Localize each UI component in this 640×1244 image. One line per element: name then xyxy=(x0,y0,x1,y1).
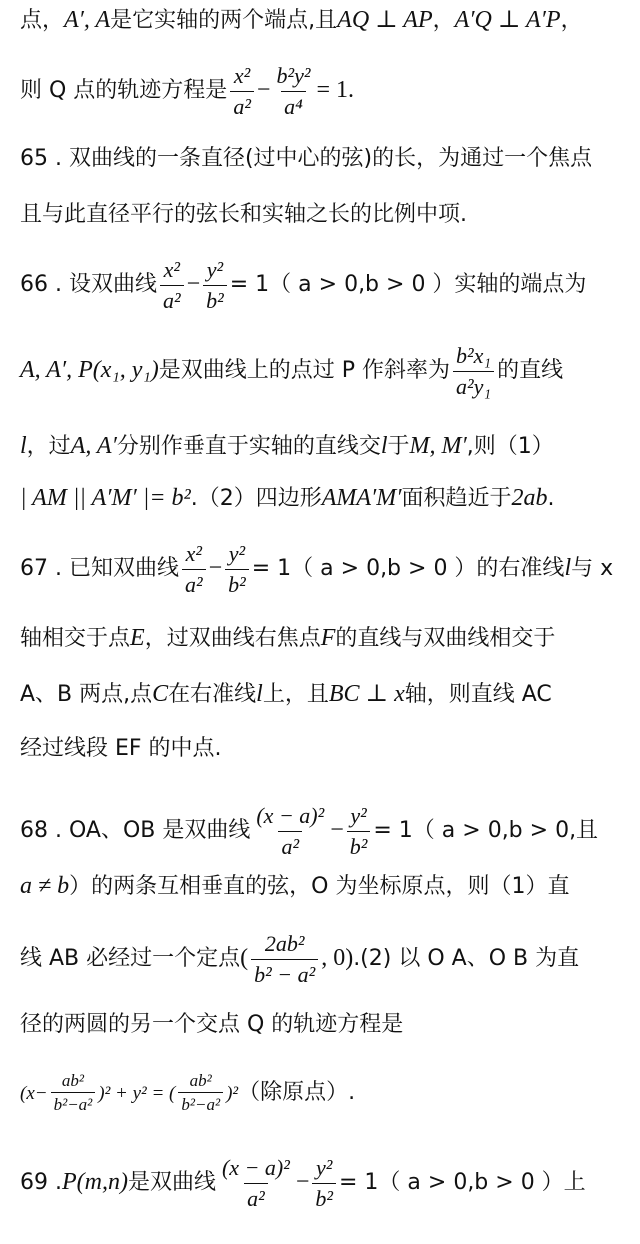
fraction xyxy=(225,540,249,598)
math-expression: l xyxy=(20,433,27,459)
text-segment: 69 . xyxy=(20,1170,62,1195)
text-line xyxy=(20,540,632,598)
text-segment: 经过线段 EF 的中点. xyxy=(20,736,222,761)
text-segment: 67 . 已知双曲线 xyxy=(20,556,179,581)
operator: − xyxy=(186,271,201,297)
math-expression: A, A′ xyxy=(70,433,117,459)
operator: − xyxy=(330,817,344,843)
numerator: ab² xyxy=(189,1071,212,1090)
text-line xyxy=(20,1012,632,1038)
math-expression: a ≠ b xyxy=(20,873,70,899)
text-line xyxy=(20,1154,632,1212)
fraction xyxy=(253,802,327,860)
operator: − xyxy=(295,1169,310,1195)
text-line xyxy=(20,6,632,35)
text-segment: ， xyxy=(432,8,455,33)
text-line xyxy=(20,736,632,762)
text-segment: 的直线与双曲线相交于 xyxy=(335,626,556,651)
text-segment: （除原点）. xyxy=(238,1079,356,1105)
fraction xyxy=(178,1070,223,1116)
text-segment: 线 AB 必经过一个定点 xyxy=(20,946,241,971)
text-line xyxy=(20,1070,632,1116)
numerator: b²y² xyxy=(276,63,311,88)
text-segment: . xyxy=(547,486,555,511)
text-segment: 68 . OA、OB 是双曲线 xyxy=(20,818,251,843)
fraction xyxy=(182,540,206,598)
text-segment: 点， xyxy=(20,8,65,33)
math-expression: AMA′M′ xyxy=(321,485,402,511)
denominator: a²y₁ xyxy=(453,371,494,401)
numerator: x² xyxy=(185,541,202,566)
fraction xyxy=(51,1070,96,1116)
text-segment: ，过双曲线右焦点 xyxy=(144,626,321,651)
denominator: a² xyxy=(244,1183,268,1213)
math-expression: )² + y² = ( xyxy=(98,1082,176,1104)
text-line xyxy=(20,146,632,172)
text-segment: 是它实轴的两个端点,且 xyxy=(110,8,338,33)
numerator: b²x₁ xyxy=(456,343,492,368)
denominator: a² xyxy=(160,285,184,315)
text-segment: 65 . 双曲线的一条直径(过中心的弦)的长，为通过一个焦点 xyxy=(20,146,593,171)
math-expression: l xyxy=(380,433,388,459)
text-segment: 分别作垂直于实轴的直线交 xyxy=(116,434,381,459)
math-expression: E xyxy=(130,625,145,651)
math-expression: A′Q ⊥ A′P xyxy=(454,7,561,33)
math-expression: (x− xyxy=(20,1082,48,1104)
fraction xyxy=(160,256,184,314)
text-segment: 在右准线 xyxy=(168,682,257,707)
denominator: b² xyxy=(347,831,371,861)
text-line xyxy=(20,202,632,228)
math-expression: , 0) xyxy=(321,945,354,971)
numerator: x² xyxy=(233,63,251,88)
math-expression: ( xyxy=(240,945,249,971)
math-expression: A, A′, P(x₁, y₁) xyxy=(20,357,159,383)
operator: − xyxy=(256,77,271,103)
fraction xyxy=(219,1154,293,1212)
text-segment: ）的两条互相垂直的弦，O 为坐标原点，则（1）直 xyxy=(69,874,570,899)
text-segment: 轴，则直线 AC xyxy=(404,682,552,707)
text-segment: 与 x xyxy=(571,556,614,581)
text-line xyxy=(20,802,632,860)
text-segment: 是双曲线 xyxy=(127,1170,216,1195)
text-line xyxy=(20,256,632,314)
numerator: (x − a)² xyxy=(221,1155,290,1180)
text-line xyxy=(20,342,632,400)
denominator: a² xyxy=(182,569,206,599)
fraction xyxy=(453,342,494,400)
fraction xyxy=(230,62,254,120)
text-segment: A、B 两点,点 xyxy=(20,682,153,707)
fraction xyxy=(203,256,227,314)
numerator: y² xyxy=(206,257,224,282)
denominator: b²−a² xyxy=(51,1092,96,1115)
denominator: a⁴ xyxy=(281,91,306,121)
text-segment: .（2）四边形 xyxy=(190,486,322,511)
numerator: y² xyxy=(350,803,367,828)
text-line xyxy=(20,872,632,901)
numerator: x² xyxy=(163,257,180,282)
text-segment: 是双曲线上的点过 P 作斜率为 xyxy=(158,358,451,383)
numerator: y² xyxy=(228,541,246,566)
numerator: 2ab² xyxy=(264,931,305,956)
math-expression: C xyxy=(152,681,169,707)
text-segment: 66 . 设双曲线 xyxy=(20,272,157,297)
text-segment: ， xyxy=(560,8,583,33)
text-segment: 的直线 xyxy=(497,358,564,383)
text-segment: 于 xyxy=(387,434,410,459)
math-expression: l xyxy=(564,555,572,581)
text-segment: 面积趋近于 xyxy=(401,486,512,511)
text-segment: = 1（ a > 0,b > 0 ）上 xyxy=(339,1170,586,1195)
text-segment: .(2) 以 O A、O B 为直 xyxy=(353,946,580,971)
denominator: b² xyxy=(225,569,249,599)
text-segment: = 1（ a > 0,b > 0,且 xyxy=(373,818,599,843)
equation-rhs: = 1. xyxy=(316,77,354,103)
text-segment: 且与此直径平行的弦长和实轴之长的比例中项. xyxy=(20,202,467,227)
math-expression: )² xyxy=(226,1082,239,1104)
text-segment: 则 Q 点的轨迹方程是 xyxy=(20,78,228,103)
denominator: b²−a² xyxy=(178,1092,223,1115)
denominator: b² − a² xyxy=(251,959,318,989)
text-line xyxy=(20,432,632,461)
denominator: a² xyxy=(278,831,302,861)
text-line xyxy=(20,484,632,513)
denominator: a² xyxy=(230,91,254,121)
text-segment: 径的两圆的另一个交点 Q 的轨迹方程是 xyxy=(20,1012,404,1037)
text-segment: ,则（1） xyxy=(466,434,554,459)
math-expression: | AM || A′M′ |= b² xyxy=(20,485,191,511)
fraction xyxy=(312,1154,336,1212)
fraction xyxy=(347,802,371,860)
text-segment: = 1（ a > 0,b > 0 ）的右准线 xyxy=(251,556,565,581)
text-line xyxy=(20,624,632,653)
text-line xyxy=(20,680,632,709)
math-expression: F xyxy=(320,625,336,651)
text-line xyxy=(20,62,632,120)
numerator: y² xyxy=(316,1155,333,1180)
text-segment: ，过 xyxy=(26,434,71,459)
math-expression: A′, A xyxy=(64,7,111,33)
text-segment: 上，且 xyxy=(262,682,329,707)
math-expression: 2ab xyxy=(511,485,548,511)
math-expression: l xyxy=(256,681,263,707)
text-segment: 轴相交于点 xyxy=(20,626,131,651)
fraction xyxy=(273,62,313,120)
denominator: b² xyxy=(203,285,227,315)
numerator: (x − a)² xyxy=(256,803,325,828)
math-expression: AQ ⊥ AP xyxy=(337,7,433,33)
text-line xyxy=(20,930,632,988)
operator: − xyxy=(208,555,223,581)
math-expression: BC ⊥ x xyxy=(328,681,405,707)
numerator: ab² xyxy=(61,1071,84,1090)
denominator: b² xyxy=(312,1183,336,1213)
math-expression: M, M′ xyxy=(409,433,467,459)
fraction xyxy=(251,930,318,988)
math-expression: P(m,n) xyxy=(61,1169,128,1195)
text-segment: = 1（ a > 0,b > 0 ）实轴的端点为 xyxy=(229,272,587,297)
